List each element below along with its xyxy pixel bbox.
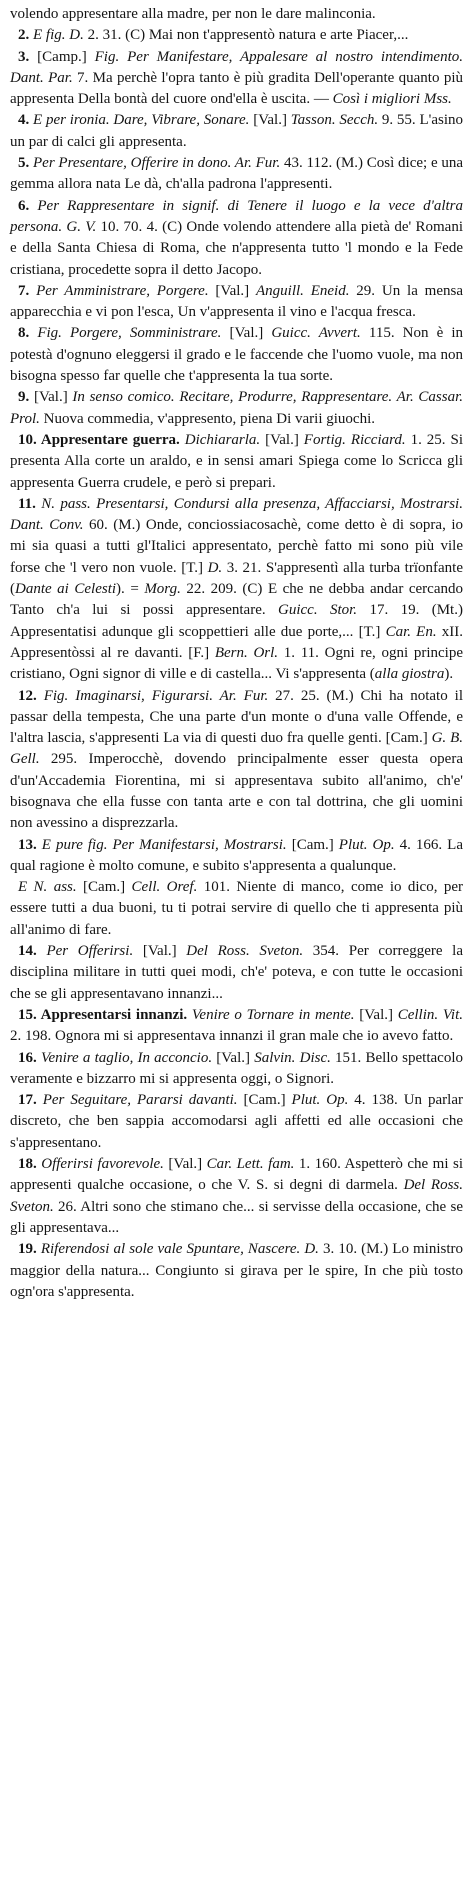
text-run: 2. 198. Ognora mi si appresentava innanzi il gran male che io avevo fatto. — [10, 1028, 454, 1045]
italic-text: N. pass. Presentarsi, Condursi alla presenza, Affacciarsi, Mostrarsi. Dant. Conv. — [10, 495, 463, 534]
italic-text: Anguill. Eneid. — [256, 282, 350, 299]
dictionary-paragraph — [10, 1005, 463, 1048]
italic-text: Tasson. Secch. — [290, 112, 379, 129]
italic-text: Guicc. Avvert. — [271, 325, 361, 342]
text-run: 1. 11. Ogni re, ogni principe cristiano, Ogni signor di ville e di castella... Vi s'appresenta ( — [10, 644, 463, 683]
dictionary-paragraph — [10, 686, 463, 835]
text-run: 4. 138. Un parlar discreto, che ben sappia accomodarsi agli affetti ed alle occasioni che s'appresentano. — [10, 1092, 463, 1151]
text-run: 10. 70. 4. (C) Onde volendo attendere alla pietà de' Romani e della Santa Chiesa di Roma, che n'appresenta tutto 'l mondo e la Fede cristiana, procedette sopra il detto Jacopo. — [10, 218, 463, 278]
text-run: [Val.] — [354, 1006, 398, 1023]
italic-text: Car. En. — [385, 623, 437, 640]
italic-text: E per ironia. Dare, Vibrare, Sonare. — [33, 112, 250, 129]
text-run: [Val.] — [163, 1156, 207, 1173]
italic-text: Fortig. Ricciard. — [303, 431, 406, 448]
text-run: 115. Non è in potestà d'ognuno eleggersi il grado e le faccende che l'uomo vuole, ma non bisogna spesso far quelle che t'appresenta la tua sorte. — [10, 325, 463, 385]
italic-text: Fig. Porgere, Somministrare. — [37, 325, 222, 342]
italic-text: Riferendosi al sole vale Spuntare, Nascere. D. — [40, 1241, 319, 1258]
text-run: [Val.] — [221, 325, 272, 342]
sense-number: 17. — [18, 1092, 43, 1109]
italic-text: alla giostra — [374, 666, 445, 683]
text-run: 2. 31. (C) Mai non t'appresentò natura e arte Piacer,... — [83, 27, 409, 44]
text-run: 3. 21. S'appresentì alla turba trïonfante ( — [10, 559, 463, 598]
italic-text: Morg. — [144, 581, 181, 598]
italic-text: Cell. Oref. — [131, 879, 198, 896]
text-run: volendo appresentare alla madre, per non le dare malinconia. — [10, 6, 376, 22]
dictionary-paragraph — [10, 941, 463, 1005]
text-run: 17. 19. (Mt.) Appresentatisi adunque gli scoppettieri alle due porte,... [T.] — [10, 602, 463, 640]
dictionary-paragraph — [10, 1154, 463, 1239]
dictionary-paragraph — [10, 47, 463, 111]
text-run: ). — [444, 666, 454, 683]
italic-text: Per Amministrare, Porgere. — [36, 282, 209, 299]
sense-number: 19. — [18, 1241, 41, 1258]
italic-text: E pure fig. Per Manifestarsi, Mostrarsi. — [41, 836, 287, 853]
sense-number: 2. — [18, 27, 33, 44]
text-run: 43. 112. (M.) Così dice; e una gemma allora nata Le dà, ch'alla padrona l'appresenti. — [10, 155, 464, 193]
text-run: [Val.] — [249, 112, 291, 129]
sense-number: 13. — [18, 836, 42, 853]
sense-number: 11. — [18, 495, 42, 512]
text-run: 354. Per correggere la disciplina militare in tutti quei modi, ch'e' poteva, e con tutte le occasioni che se gli appresentavano innanzi... — [10, 943, 464, 1002]
dictionary-paragraph — [10, 1239, 463, 1303]
text-run: 1. 160. Aspetterò che mi si appresenti qualche occasione, o che V. S. si degni di darmela. — [10, 1156, 464, 1194]
italic-text: Cellin. Vit. — [397, 1006, 463, 1023]
text-run: 295. Imperocchè, dovendo principalmente esser questa opera d'un'Accademia Fiorentina, mi si appresentava subito all'animo, ch'e' bisognava che ella fusse con tanta arte e con tal dottrina, che gli uomini non avessino a disprezzarla. — [10, 751, 463, 832]
italic-text: Offerirsi favorevole. — [41, 1156, 164, 1173]
text-run: [Val.] — [208, 282, 256, 299]
italic-text: E fig. D. — [33, 27, 84, 44]
dictionary-paragraph — [10, 153, 463, 196]
sense-number: 8. — [18, 325, 38, 342]
text-run: 29. Un la mensa apparecchia e vi pon l'esca, Un v'appresenta il vino e l'acqua fresca. — [10, 282, 464, 321]
sense-number: 4. — [18, 112, 34, 129]
sense-number: 10. Appresentare guerra. — [18, 431, 185, 448]
text-run: 151. Bello spettacolo veramente e bizzarro mi si appresenta oggi, o Signori. — [10, 1049, 463, 1087]
sense-number: 9. — [18, 389, 34, 406]
text-run: 26. Altri sono che stimano che... si servisse della occasione, che se gli appresentava... — [10, 1198, 463, 1236]
sense-number: 3. — [18, 48, 38, 65]
italic-text: Per Offerirsi. — [46, 943, 134, 960]
italic-text: Del Ross. Sveton. — [186, 943, 304, 960]
sense-number: 7. — [18, 282, 37, 299]
sense-number: 6. — [18, 197, 38, 214]
text-run: xII. Appresentòssi al re davanti. [F.] — [10, 623, 463, 661]
dictionary-paragraph — [10, 281, 463, 324]
italic-text: G. B. Gell. — [10, 730, 463, 768]
sense-number: 18. — [18, 1156, 42, 1173]
italic-text: Venire o Tornare in mente. — [191, 1006, 355, 1023]
sense-number: 12. — [18, 687, 44, 704]
italic-text: Bern. Orl. — [214, 644, 279, 661]
text-run: 7. Ma perchè l'opra tanto è più gradita Dell'operante quanto più appresenta Della bontà del cuore ond'ella è uscita. — — [10, 69, 463, 108]
text-run: [Val.] — [133, 943, 187, 960]
italic-text: Dichiararla. — [184, 431, 261, 448]
italic-text: Così i migliori Mss. — [332, 91, 452, 108]
italic-text: Plut. Op. — [338, 836, 395, 853]
dictionary-paragraph — [10, 4, 463, 25]
italic-text: In senso comico. Recitare, Produrre, Rappresentare. Ar. Cassar. Prol. — [10, 389, 463, 427]
italic-text: Fig. Imaginarsi, Figurarsi. Ar. Fur. — [43, 687, 269, 704]
dictionary-paragraph — [10, 25, 463, 46]
dictionary-paragraph — [10, 323, 463, 387]
sense-number: 14. — [18, 943, 47, 960]
dictionary-paragraph — [10, 1048, 463, 1091]
italic-text: Per Rappresentare in signif. di Tenere il luogo e la vece d'altra persona. G. V. — [10, 197, 464, 235]
sense-number: 16. — [18, 1049, 41, 1066]
dictionary-paragraph — [10, 196, 463, 281]
text-run: [Val.] — [260, 431, 304, 448]
italic-text: E N. ass. — [18, 879, 77, 896]
text-run: Nuova commedia, v'appresento, piena Di varii giuochi. — [39, 410, 375, 427]
text-run: 1. 25. Si presenta Alla corte un araldo, e in sensi amari Spiega come lo Scricca gli appresenta Guerra crudele, e però si prepari. — [10, 431, 463, 491]
italic-text: Del Ross. Sveton. — [10, 1177, 463, 1215]
dictionary-paragraph — [10, 387, 463, 430]
text-run: 27. 25. (M.) Chi ha notato il passar della tempesta, Che una parte d'un monte o d'una valle Offende, e l'altra lascia, s'appresenti La via di questi duo fra quelle genti. [Cam.] — [10, 687, 463, 747]
text-run: [Val.] — [212, 1049, 255, 1066]
text-run: [Camp.] — [37, 48, 95, 65]
text-run: 60. (M.) Onde, conciossiacosachè, come detto è di sopra, io mi sia quasi a tutti gl'Italici appresentato, perchè fatto mi sono più vile forse che 'l vero non vuole. [T.] — [10, 517, 463, 576]
dictionary-paragraph — [10, 835, 463, 878]
text-run: 9. 55. L'asino un par di calci gli appresenta. — [10, 112, 463, 150]
italic-text: Per Presentare, Offerire in dono. Ar. Fur. — [33, 155, 281, 172]
dictionary-paragraph — [10, 877, 463, 941]
text-run: ). = — [116, 581, 145, 598]
text-run: [Cam.] — [237, 1092, 292, 1109]
italic-text: Dante ai Celesti — [15, 581, 117, 598]
italic-text: Fig. Per Manifestare, Appalesare al nostro intendimento. Dant. Par. — [10, 48, 463, 86]
text-run: [Cam.] — [286, 836, 339, 853]
dictionary-paragraph — [10, 430, 463, 494]
dictionary-paragraph — [10, 110, 463, 153]
italic-text: Venire a taglio, In acconcio. — [40, 1049, 213, 1066]
text-run: 4. 166. La qual ragione è molto comune, e subito s'appresenta a qualunque. — [10, 836, 463, 874]
text-run: [Cam.] — [76, 879, 132, 896]
dictionary-paragraph — [10, 1090, 463, 1154]
italic-text: Plut. Op. — [291, 1092, 349, 1109]
dictionary-paragraph — [10, 494, 463, 686]
italic-text: Car. Lett. fam. — [206, 1156, 295, 1173]
italic-text: Salvin. Disc. — [254, 1049, 331, 1066]
text-run: [Val.] — [33, 389, 73, 406]
text-run: 3. 10. (M.) Lo ministro maggior della natura... Congiunto si girava per le spire, In che più tosto ogn'ora s'appresenta. — [10, 1241, 464, 1300]
sense-number: 15. Appresentarsi innanzi. — [18, 1006, 192, 1023]
italic-text: Per Seguitare, Pararsi davanti. — [42, 1092, 238, 1109]
text-run: 101. Niente di manco, come io dico, per essere tutti a dua buoni, tu ti potrai servire di quello che ti appresenta più all'animo di fare. — [10, 879, 464, 938]
italic-text: D. — [207, 559, 223, 576]
text-run: 22. 209. (C) E che ne debba andar cercando Tanto ch'a lui si possi appresentare. — [10, 581, 463, 619]
italic-text: Guicc. Stor. — [278, 602, 358, 619]
sense-number: 5. — [18, 155, 34, 172]
